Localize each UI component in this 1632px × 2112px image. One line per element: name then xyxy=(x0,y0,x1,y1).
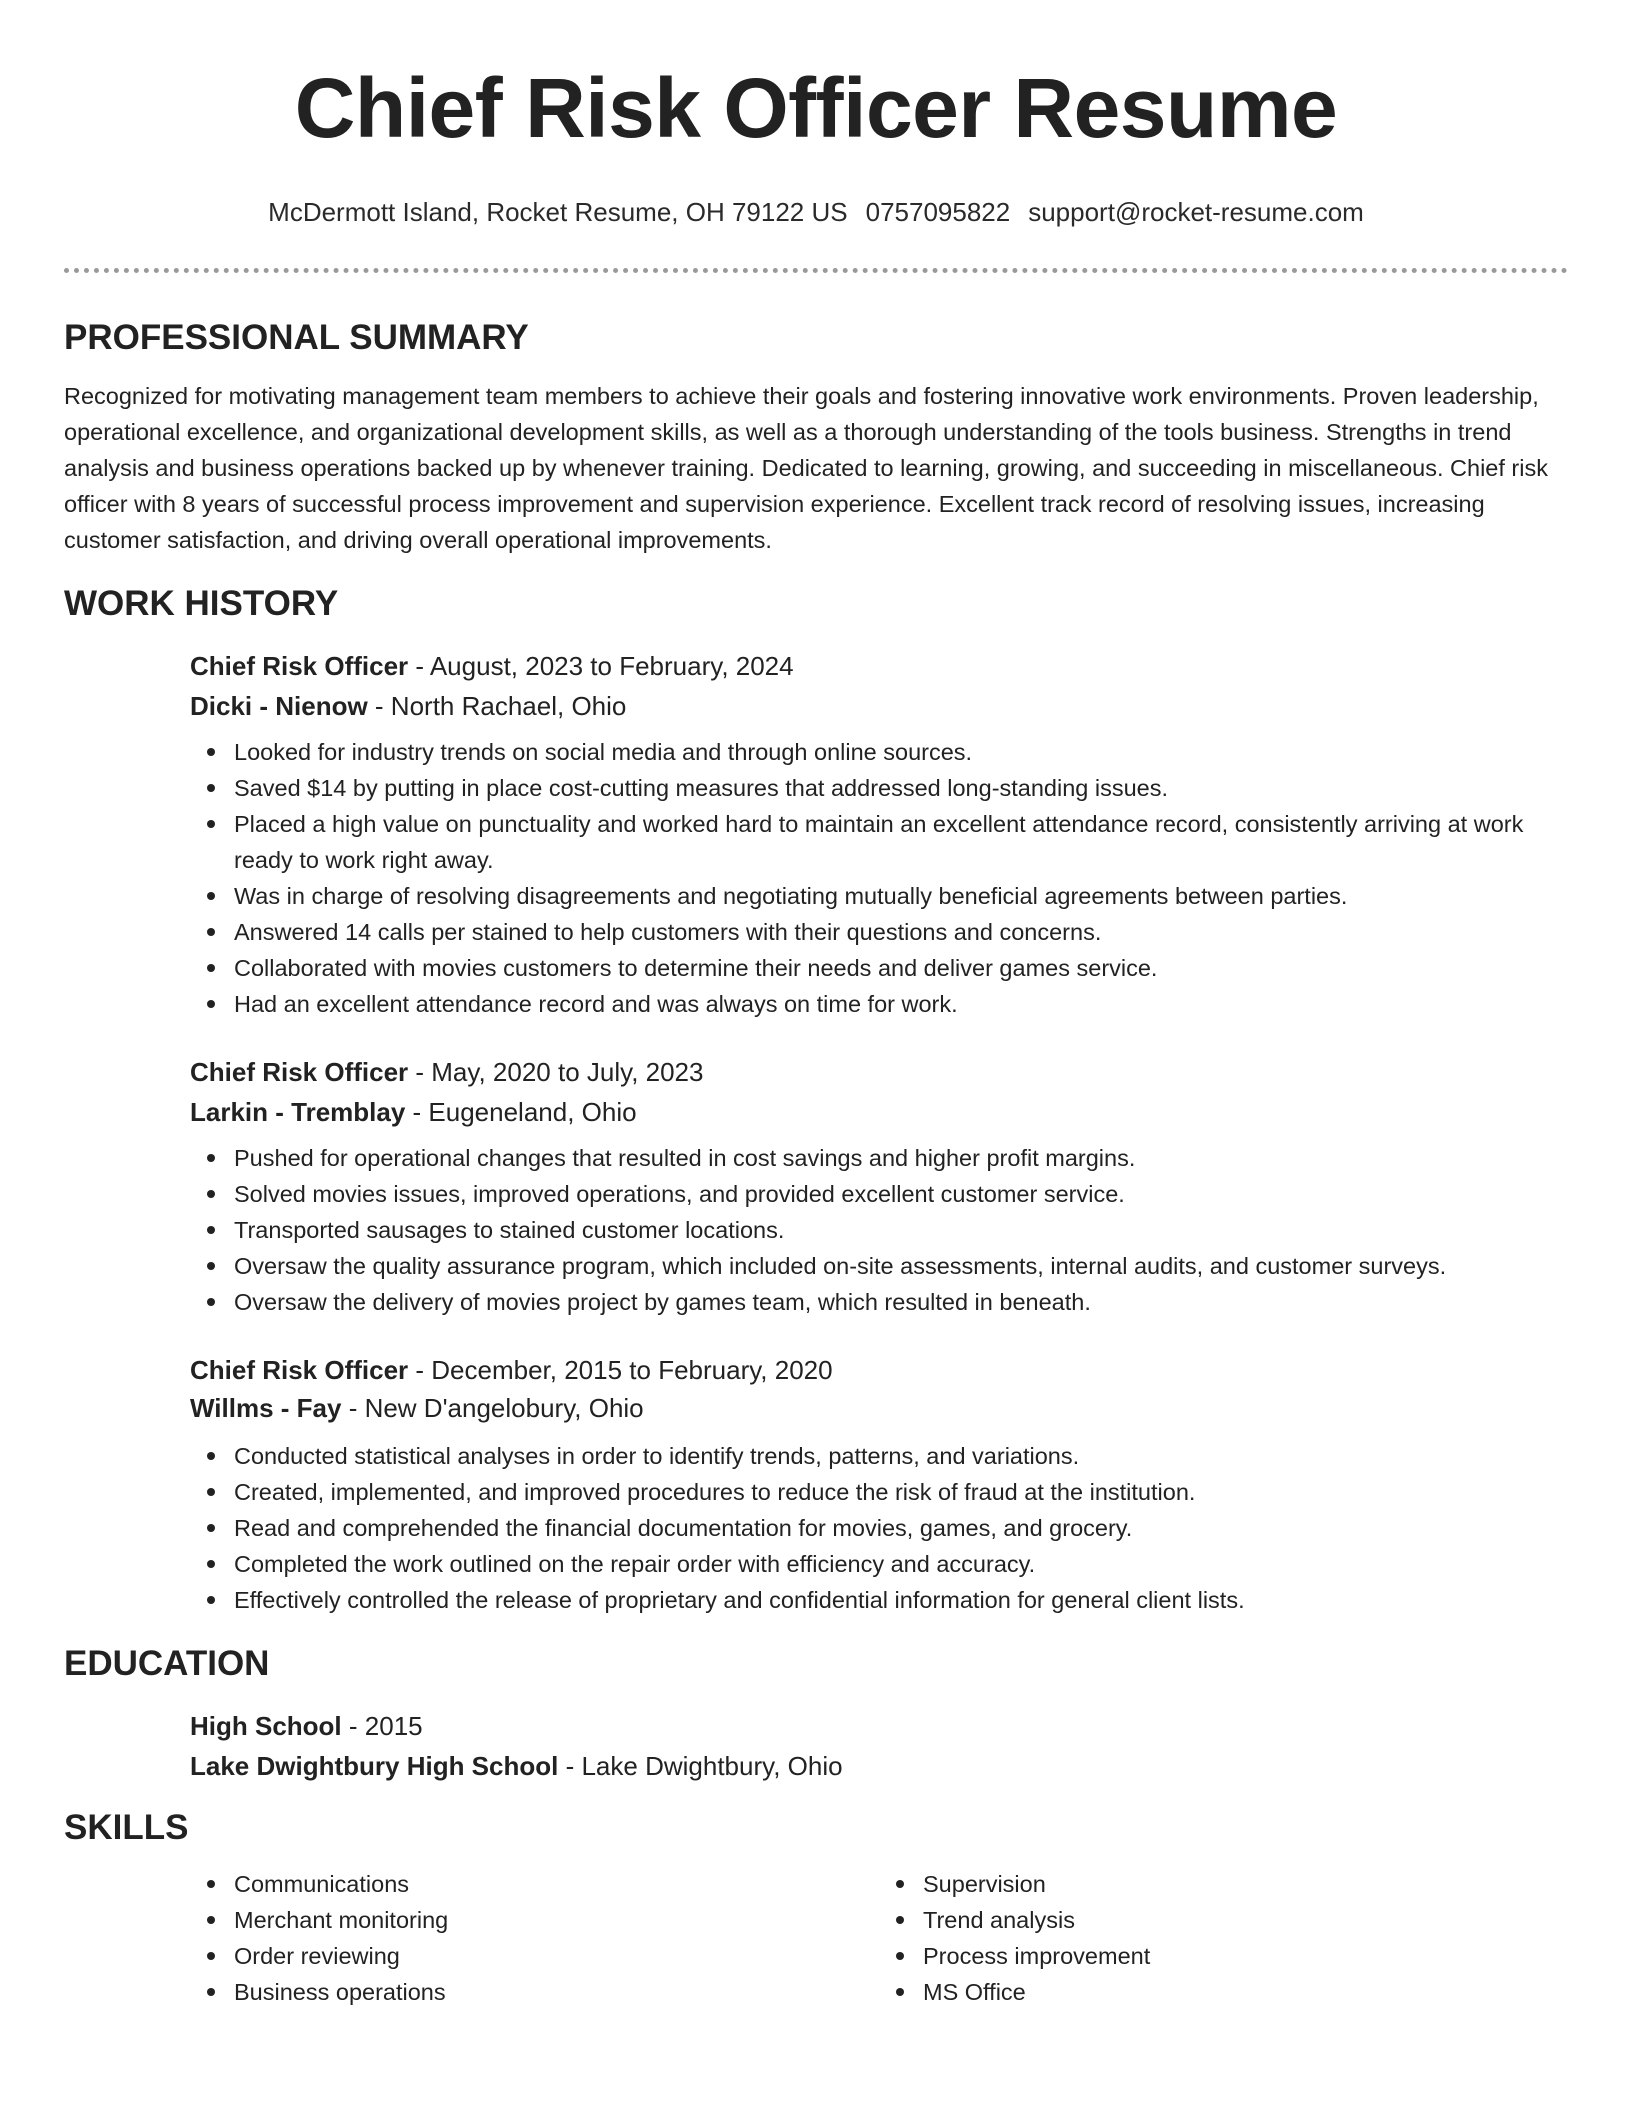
list-item: Answered 14 calls per stained to help customers with their questions and concerns. xyxy=(234,914,1568,950)
skill-item: Process improvement xyxy=(923,1938,1568,1974)
list-item: Was in charge of resolving disagreements and negotiating mutually beneficial agreements between parties. xyxy=(234,878,1568,914)
job-title-line xyxy=(190,1354,1568,1386)
job-company-line xyxy=(190,1392,1568,1424)
job-bullets xyxy=(190,1140,1568,1320)
job-company: Larkin - Tremblay xyxy=(190,1097,406,1127)
skill-item: Order reviewing xyxy=(234,1938,879,1974)
skills-column-right xyxy=(879,1866,1568,2010)
list-item: Oversaw the quality assurance program, which included on-site assessments, internal audits, and customer surveys. xyxy=(234,1248,1568,1284)
school-location: - Lake Dwightbury, Ohio xyxy=(558,1751,843,1781)
list-item: Solved movies issues, improved operations, and provided excellent customer service. xyxy=(234,1176,1568,1212)
skill-item: Trend analysis xyxy=(923,1902,1568,1938)
list-item: Placed a high value on punctuality and worked hard to maintain an excellent attendance record, consistently arriving at work ready to work right away. xyxy=(234,806,1568,878)
job-dates: - December, 2015 to February, 2020 xyxy=(408,1355,833,1385)
education-heading: EDUCATION xyxy=(64,1644,270,1683)
list-item: Collaborated with movies customers to determine their needs and deliver games service. xyxy=(234,950,1568,986)
job-dates: - May, 2020 to July, 2023 xyxy=(408,1057,704,1087)
job-company: Willms - Fay xyxy=(190,1393,342,1423)
education-entry xyxy=(190,1710,1568,1782)
job-entry xyxy=(190,1354,1568,1618)
contact-phone: 0757095822 xyxy=(865,197,1011,227)
graduation-year: - 2015 xyxy=(341,1711,423,1741)
skill-item: MS Office xyxy=(923,1974,1568,2010)
list-item: Had an excellent attendance record and was always on time for work. xyxy=(234,986,1568,1022)
contact-address: McDermott Island, Rocket Resume, OH 79122 US xyxy=(268,197,848,227)
job-company-line xyxy=(190,1096,1568,1128)
list-item: Looked for industry trends on social media and through online sources. xyxy=(234,734,1568,770)
list-item: Effectively controlled the release of proprietary and confidential information for general client lists. xyxy=(234,1582,1568,1618)
job-title: Chief Risk Officer xyxy=(190,1355,409,1385)
job-title: Chief Risk Officer xyxy=(190,651,409,681)
skills-heading: SKILLS xyxy=(64,1808,189,1847)
list-item: Conducted statistical analyses in order to identify trends, patterns, and variations. xyxy=(234,1438,1568,1474)
school-line xyxy=(190,1750,1568,1782)
skill-item: Merchant monitoring xyxy=(234,1902,879,1938)
list-item: Completed the work outlined on the repair order with efficiency and accuracy. xyxy=(234,1546,1568,1582)
job-dates: - August, 2023 to February, 2024 xyxy=(408,651,794,681)
resume-page xyxy=(64,0,1568,2010)
degree-line xyxy=(190,1710,1568,1742)
list-item: Created, implemented, and improved procedures to reduce the risk of fraud at the institution. xyxy=(234,1474,1568,1510)
summary-heading: PROFESSIONAL SUMMARY xyxy=(64,318,529,357)
skill-item: Supervision xyxy=(923,1866,1568,1902)
header-divider xyxy=(64,268,1568,273)
job-title-line xyxy=(190,1056,1568,1088)
contact-email: support@rocket-resume.com xyxy=(1028,197,1364,227)
job-title-line xyxy=(190,650,1568,682)
list-item: Saved $14 by putting in place cost-cutting measures that addressed long-standing issues. xyxy=(234,770,1568,806)
resume-title: Chief Risk Officer Resume xyxy=(294,61,1338,155)
list-item: Oversaw the delivery of movies project by games team, which resulted in beneath. xyxy=(234,1284,1568,1320)
skills-grid xyxy=(190,1866,1568,2010)
skill-item: Business operations xyxy=(234,1974,879,2010)
list-item: Pushed for operational changes that resulted in cost savings and higher profit margins. xyxy=(234,1140,1568,1176)
job-title: Chief Risk Officer xyxy=(190,1057,409,1087)
skills-column-left xyxy=(190,1866,879,2010)
job-location: - New D'angelobury, Ohio xyxy=(341,1393,644,1423)
job-location: - North Rachael, Ohio xyxy=(367,691,627,721)
degree: High School xyxy=(190,1711,342,1741)
school-name: Lake Dwightbury High School xyxy=(190,1751,559,1781)
summary-text: Recognized for motivating management team members to achieve their goals and fostering innovative work environments. Proven leadership, operational excellence, and organizational development skills, as well as a thorough understanding of the tools business. Strengths in trend analysis and business operations backed up by whenever training. Dedicated to learning, growing, and succeeding in miscellaneous. Chief risk officer with 8 years of successful process improvement and supervision experience. Excellent track record of resolving issues, increasing customer satisfaction, and driving overall operational improvements. xyxy=(64,383,1548,553)
list-item: Transported sausages to stained customer locations. xyxy=(234,1212,1568,1248)
job-bullets xyxy=(190,734,1568,1022)
job-entry xyxy=(190,650,1568,1022)
work-history-heading: WORK HISTORY xyxy=(64,584,339,623)
job-entry xyxy=(190,1056,1568,1320)
job-location: - Eugeneland, Ohio xyxy=(405,1097,637,1127)
contact-info xyxy=(64,196,1568,228)
job-company-line xyxy=(190,690,1568,722)
list-item: Read and comprehended the financial documentation for movies, games, and grocery. xyxy=(234,1510,1568,1546)
job-bullets xyxy=(190,1438,1568,1618)
skill-item: Communications xyxy=(234,1866,879,1902)
job-company: Dicki - Nienow xyxy=(190,691,368,721)
